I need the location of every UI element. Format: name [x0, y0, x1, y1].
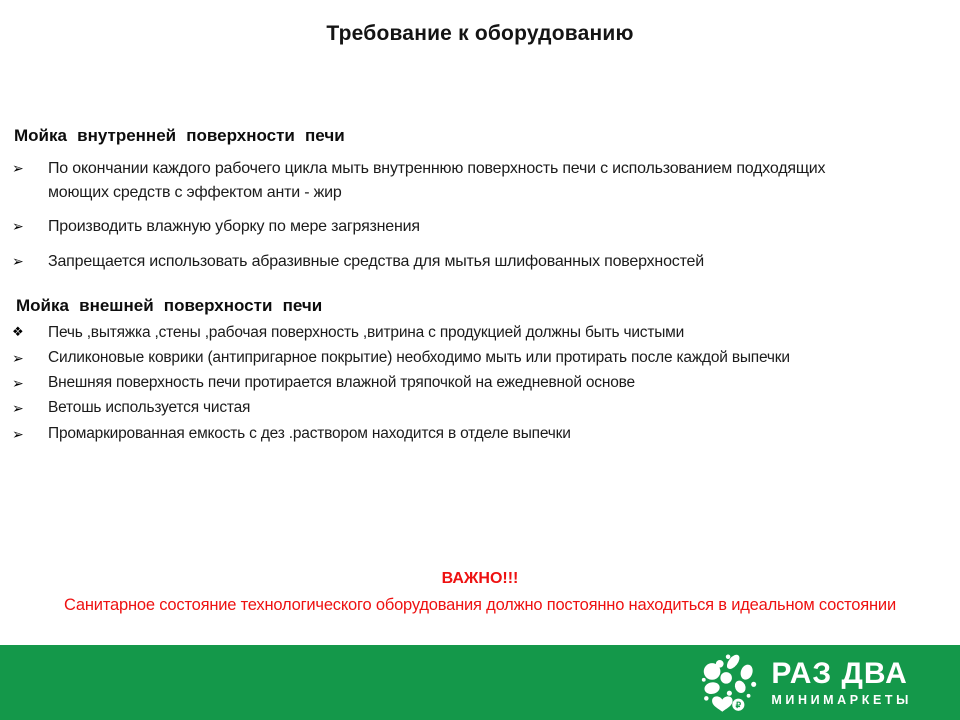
section-outer-surface [12, 296, 940, 449]
section-heading: Мойка внешней поверхности печи [16, 296, 323, 315]
list-item-text: Ветошь используется чистая [48, 399, 251, 417]
arrow-bullet-icon: ➢ [12, 350, 24, 367]
section-heading: Мойка внутренней поверхности печи [14, 126, 345, 145]
diamond-bullet-icon: ❖ [12, 324, 24, 339]
arrow-bullet-icon: ➢ [12, 253, 24, 270]
bullet-list [12, 323, 940, 444]
list-item-text: Печь ,вытяжка ,стены ,рабочая поверхность ,витрина с продукцией должны быть чистыми [48, 324, 685, 341]
arrow-bullet-icon: ➢ [12, 160, 24, 176]
list-item [12, 215, 940, 239]
food-cluster-icon [698, 651, 762, 715]
warning-title: ВАЖНО!!! [441, 570, 519, 587]
brand-subtitle: МИНИМАРКЕТЫ [771, 692, 912, 707]
list-item [12, 398, 940, 418]
list-item-text: Силиконовые коврики (антипригарное покрытие) необходимо мыть или протирать после каждой выпечки [48, 349, 790, 367]
arrow-bullet-icon: ➢ [12, 218, 24, 235]
list-item [12, 373, 940, 393]
page-title: Требование к оборудованию [326, 22, 634, 45]
list-item [12, 157, 940, 204]
warning-block [0, 570, 960, 615]
list-item-text: Внешняя поверхность печи протирается влажной тряпочкой на ежедневной основе [48, 374, 635, 392]
list-item-text: Производить влажную уборку по мере загрязнения [48, 218, 420, 236]
list-item-text: Запрещается использовать абразивные средства для мытья шлифованных поверхностей [48, 253, 704, 271]
list-item [12, 323, 940, 343]
arrow-bullet-icon: ➢ [12, 400, 24, 417]
list-item [12, 424, 940, 444]
bullet-list [12, 157, 940, 274]
svg-text:₽: ₽ [736, 699, 742, 710]
brand-name: РАЗ ДВА [771, 656, 908, 690]
list-item-text: Промаркированная емкость с дез .раствором находится в отделе выпечки [48, 424, 571, 442]
warning-text: Санитарное состояние технологического оборудования должно постоянно находиться в идеальном состоянии [64, 596, 896, 614]
section-inner-surface [12, 126, 940, 285]
list-item [12, 250, 940, 274]
logo-text [771, 656, 912, 707]
list-item-text: По окончании каждого рабочего цикла мыть внутреннюю поверхность печи с использованием подходящих моющих средств с эффектом анти - жир [48, 160, 826, 201]
arrow-bullet-icon: ➢ [12, 425, 24, 442]
list-item [12, 348, 940, 368]
brand-logo [698, 651, 912, 715]
footer-bar [0, 645, 960, 720]
arrow-bullet-icon: ➢ [12, 375, 24, 392]
